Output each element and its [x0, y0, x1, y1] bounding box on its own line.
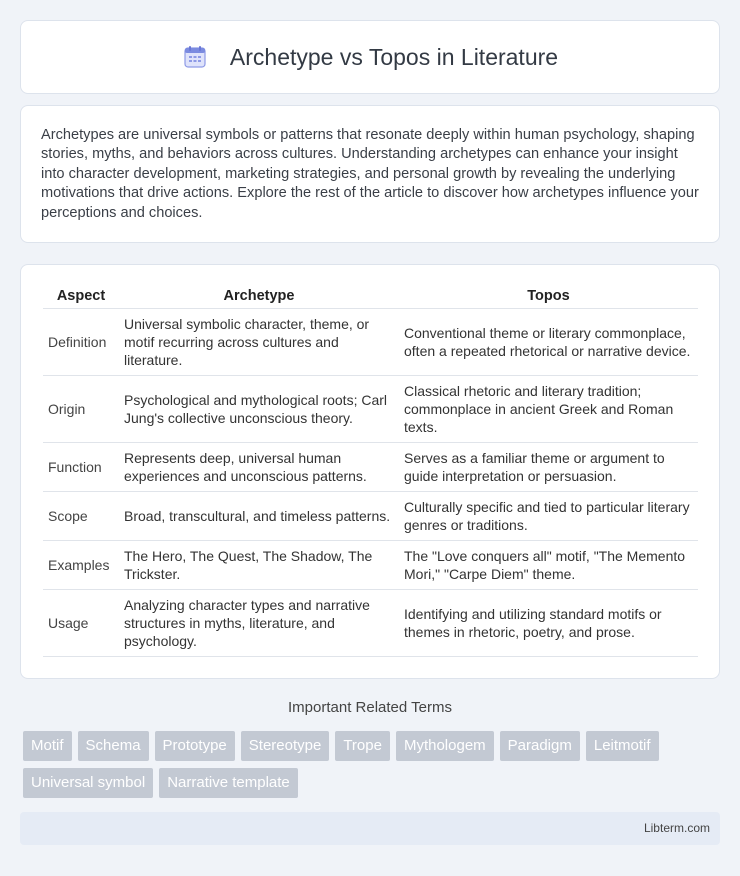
row-aspect: Examples — [43, 540, 119, 589]
row-topos: Conventional theme or literary commonplace, often a repeated rhetorical or narrative device. — [399, 308, 698, 375]
related-term-tag[interactable]: Narrative template — [159, 768, 298, 798]
header-topos: Topos — [399, 285, 698, 308]
comparison-card — [20, 264, 720, 679]
page-title: Archetype vs Topos in Literature — [229, 43, 559, 70]
page-header — [20, 20, 720, 94]
related-term-tag[interactable]: Paradigm — [500, 731, 580, 761]
row-aspect: Scope — [43, 491, 119, 540]
related-term-tag[interactable]: Leitmotif — [586, 731, 659, 761]
row-archetype: Broad, transcultural, and timeless patterns. — [119, 491, 399, 540]
row-archetype: Analyzing character types and narrative structures in myths, literature, and psychology. — [119, 589, 399, 656]
row-topos: Classical rhetoric and literary tradition; commonplace in ancient Greek and Roman texts. — [399, 375, 698, 442]
row-aspect: Function — [43, 442, 119, 491]
intro-text: Archetypes are universal symbols or patterns that resonate deeply within human psychology, shaping stories, myths, and behaviors across cultures. Understanding archetypes can enhance your insight into character development, marketing strategies, and personal growth by revealing the underlying motivations that drive actions. Explore the rest of the article to discover how archetypes influence your perceptions and choices. — [41, 127, 699, 221]
related-term-tag[interactable]: Universal symbol — [23, 768, 153, 798]
footer-site-link[interactable]: Libterm.com — [643, 821, 710, 835]
row-archetype: Psychological and mythological roots; Carl Jung's collective unconscious theory. — [119, 375, 399, 442]
comparison-table — [43, 285, 698, 657]
row-aspect: Origin — [43, 375, 119, 442]
related-term-tag[interactable]: Schema — [78, 731, 149, 761]
table-row — [43, 375, 698, 442]
header-aspect: Aspect — [43, 285, 119, 308]
related-term-tag[interactable]: Trope — [335, 731, 390, 761]
row-aspect: Definition — [43, 308, 119, 375]
row-topos: The "Love conquers all" motif, "The Memento Mori," "Carpe Diem" theme. — [399, 540, 698, 589]
related-term-tag[interactable]: Mythologem — [396, 731, 494, 761]
row-archetype: Represents deep, universal human experiences and unconscious patterns. — [119, 442, 399, 491]
related-term-tag[interactable]: Motif — [23, 731, 72, 761]
table-row — [43, 308, 698, 375]
row-topos: Culturally specific and tied to particular literary genres or traditions. — [399, 491, 698, 540]
footer — [20, 812, 720, 845]
row-topos: Serves as a familiar theme or argument to guide interpretation or persuasion. — [399, 442, 698, 491]
calendar-icon — [182, 44, 208, 70]
related-terms-list — [23, 731, 713, 798]
table-header-row — [43, 285, 698, 308]
table-row — [43, 589, 698, 656]
row-aspect: Usage — [43, 589, 119, 656]
intro-card — [20, 105, 720, 243]
related-terms-title: Important Related Terms — [288, 699, 452, 716]
row-archetype: The Hero, The Quest, The Shadow, The Trickster. — [119, 540, 399, 589]
row-topos: Identifying and utilizing standard motifs or themes in rhetoric, poetry, and prose. — [399, 589, 698, 656]
related-term-tag[interactable]: Stereotype — [241, 731, 330, 761]
row-archetype: Universal symbolic character, theme, or motif recurring across cultures and literature. — [119, 308, 399, 375]
table-row — [43, 491, 698, 540]
header-archetype: Archetype — [119, 285, 399, 308]
table-row — [43, 442, 698, 491]
related-term-tag[interactable]: Prototype — [155, 731, 235, 761]
table-row — [43, 540, 698, 589]
